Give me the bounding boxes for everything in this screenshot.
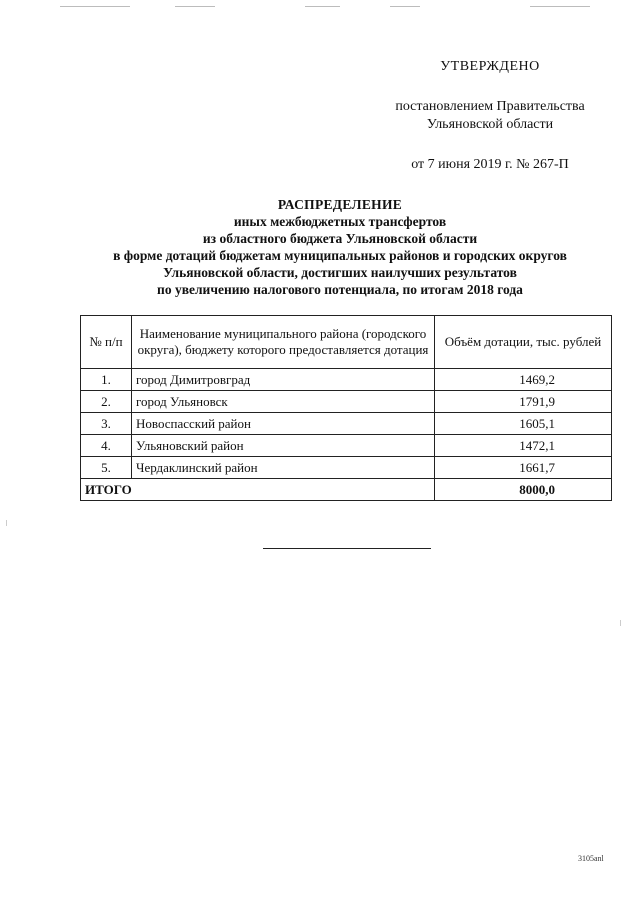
table-row	[81, 413, 612, 435]
row-name: город Ульяновск	[132, 391, 435, 413]
table-header-row	[81, 316, 612, 369]
row-value: 1791,9	[435, 391, 612, 413]
scan-artifact	[60, 6, 130, 7]
approval-stamp	[370, 58, 610, 174]
total-value: 8000,0	[435, 479, 612, 501]
document-title	[70, 196, 610, 298]
row-name: Ульяновский район	[132, 435, 435, 457]
scan-artifact	[6, 520, 7, 526]
row-value: 1472,1	[435, 435, 612, 457]
total-label: ИТОГО	[81, 479, 435, 501]
row-name: Чердаклинский район	[132, 457, 435, 479]
row-num: 2.	[81, 391, 132, 413]
row-value: 1661,7	[435, 457, 612, 479]
scan-artifact	[175, 6, 215, 7]
row-num: 1.	[81, 369, 132, 391]
row-name: Новоспасский район	[132, 413, 435, 435]
table-row	[81, 457, 612, 479]
document-code: 3105anl	[578, 854, 604, 863]
scan-artifact	[620, 620, 621, 626]
table-row	[81, 391, 612, 413]
distribution-table	[80, 315, 612, 501]
scan-artifact	[305, 6, 340, 7]
row-num: 5.	[81, 457, 132, 479]
row-num: 4.	[81, 435, 132, 457]
document-title-line: иных межбюджетных трансфертов	[233, 214, 447, 229]
separator-line	[263, 548, 431, 549]
header-value: Объём дотации, тыс. рублей	[435, 316, 612, 369]
row-value: 1469,2	[435, 369, 612, 391]
approval-line-2: Ульяновской области	[426, 117, 554, 132]
header-name: Наименование муниципального района (городского округа), бюджету которого предоставляется дотация	[132, 316, 435, 369]
document-title-line: в форме дотаций бюджетам муниципальных районов и городских округов	[113, 248, 567, 263]
approval-line-1: постановлением Правительства	[395, 99, 585, 114]
approval-date: от 7 июня 2019 г. № 267-П	[411, 157, 569, 172]
document-title-line: по увеличению налогового потенциала, по итогам 2018 года	[157, 282, 523, 297]
table-row	[81, 435, 612, 457]
document-title-main: РАСПРЕДЕЛЕНИЕ	[277, 197, 403, 212]
document-title-line: из областного бюджета Ульяновской области	[202, 231, 478, 246]
approval-title: УТВЕРЖДЕНО	[440, 59, 540, 74]
scan-artifact	[530, 6, 590, 7]
header-num: № п/п	[81, 316, 132, 369]
row-name: город Димитровград	[132, 369, 435, 391]
table-total-row	[81, 479, 612, 501]
scan-artifact	[390, 6, 420, 7]
document-title-line: Ульяновской области, достигших наилучших результатов	[163, 265, 517, 280]
row-num: 3.	[81, 413, 132, 435]
table-row	[81, 369, 612, 391]
row-value: 1605,1	[435, 413, 612, 435]
